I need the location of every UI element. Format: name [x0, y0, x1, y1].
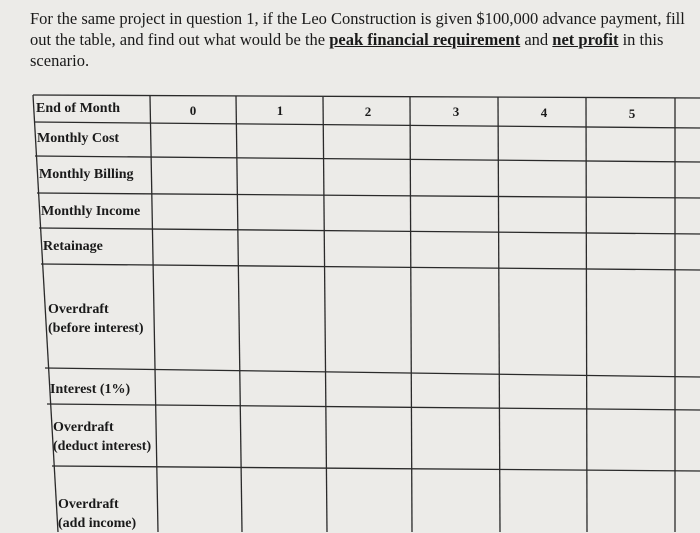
- month-col-0: 0: [189, 103, 197, 118]
- row-label-line2: (add income): [58, 516, 137, 531]
- row-label-monthly-income: [41, 202, 140, 221]
- question-part1: For the same project in question 1, if the Leo Construction is given $100,000 advance payment, fill out the table, and find out what would be the: [30, 9, 685, 49]
- row-line: [34, 122, 700, 128]
- row-line: [35, 156, 700, 162]
- col-line: [323, 97, 327, 532]
- row-label-line1: Interest (1%): [50, 382, 131, 397]
- row-label-line1: Overdraft: [58, 497, 119, 512]
- row-label-line1: Monthly Income: [41, 204, 141, 219]
- row-label-line2: (before interest): [48, 321, 144, 336]
- col-line: [498, 97, 500, 532]
- row-line: [45, 368, 700, 377]
- row-label-retainage: [43, 237, 103, 256]
- row-line: [37, 193, 700, 198]
- row-line: [39, 228, 700, 234]
- row-label-line1: Monthly Cost: [37, 131, 120, 146]
- month-col-5: 5: [628, 106, 636, 121]
- row-label-line1: Overdraft: [48, 302, 109, 317]
- header-end-of-month: End of Month: [36, 101, 121, 116]
- net-profit: net profit: [552, 30, 619, 49]
- row-label-overdraft-add-income: [58, 495, 136, 533]
- row-label-line1: Retainage: [43, 239, 103, 254]
- question-part2: in this scenario.: [30, 30, 664, 70]
- row-line: [52, 466, 700, 471]
- month-col-4: 4: [540, 105, 548, 120]
- row-label-monthly-billing: [39, 165, 134, 184]
- peak-financial-requirement: peak financial requirement: [329, 30, 521, 49]
- row-line: [47, 404, 700, 410]
- row-label-line2: (deduct interest): [53, 439, 152, 454]
- row-line: [41, 264, 700, 270]
- col-line: [586, 97, 587, 532]
- row-label-monthly-cost: [37, 129, 119, 148]
- row-label-overdraft-before-interest: [48, 300, 144, 338]
- row-label-interest: [50, 380, 130, 399]
- month-col-1: 1: [276, 103, 284, 118]
- row-label-overdraft-deduct-interest: [53, 418, 151, 456]
- month-col-3: 3: [452, 104, 460, 119]
- row-label-line1: Overdraft: [53, 420, 114, 435]
- table-top-border: [33, 95, 700, 98]
- question-and: and: [520, 30, 553, 49]
- col-line: [236, 96, 242, 532]
- row-label-line1: Monthly Billing: [39, 167, 134, 182]
- col-line: [410, 97, 412, 532]
- month-col-2: 2: [364, 104, 372, 119]
